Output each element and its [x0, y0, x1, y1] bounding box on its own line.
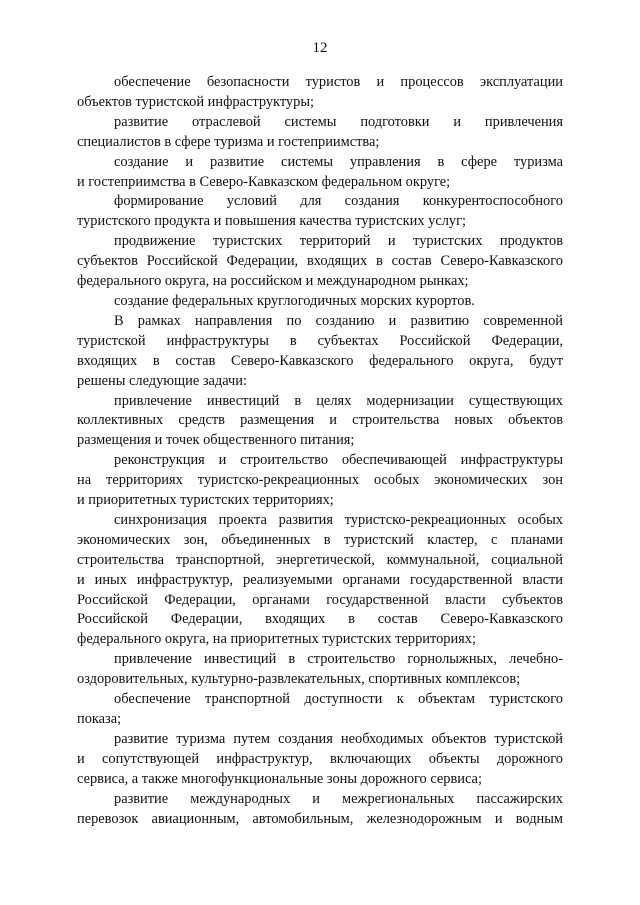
- paragraph: [77, 690, 563, 730]
- text-line: создание федеральных круглогодичных морских курортов.: [114, 292, 475, 309]
- text-line: и сопутствующей инфраструктур, включающих объекты дорожного: [77, 750, 563, 767]
- text-line: коллективных средств размещения и строительства новых объектов: [77, 412, 563, 429]
- text-line: и приоритетных туристских территориях;: [77, 492, 334, 509]
- text-line: реконструкция и строительство обеспечивающей инфраструктуры: [114, 452, 563, 469]
- document-body: [77, 73, 563, 829]
- text-line: перевозок авиационным, автомобильным, железнодорожным и водным: [77, 810, 563, 827]
- text-line: развитие туризма путем создания необходимых объектов туристской: [114, 730, 563, 747]
- paragraph: [77, 451, 563, 511]
- text-line: обеспечение транспортной доступности к объектам туристского: [114, 691, 563, 708]
- text-line: синхронизация проекта развития туристско-рекреационных особых: [114, 511, 563, 528]
- paragraph: [77, 292, 563, 312]
- text-line: сервиса, а также многофункциональные зоны дорожного сервиса;: [77, 770, 482, 787]
- paragraph: [77, 392, 563, 452]
- paragraph: [77, 730, 563, 790]
- paragraph: [77, 73, 563, 113]
- text-line: федерального округа, на российском и международном рынках;: [77, 273, 469, 290]
- paragraph: [77, 790, 563, 830]
- text-line: Российской Федерации, входящих в состав Северо-Кавказского: [77, 611, 563, 628]
- text-line: продвижение туристских территорий и туристских продуктов: [114, 233, 563, 250]
- text-line: оздоровительных, культурно-развлекательных, спортивных комплексов;: [77, 671, 521, 688]
- text-line: туристского продукта и повышения качества туристских услуг;: [77, 213, 467, 230]
- text-line: развитие отраслевой системы подготовки и привлечения: [114, 113, 563, 130]
- text-line: показа;: [77, 711, 122, 727]
- text-line: на территориях туристско-рекреационных особых экономических зон: [77, 472, 563, 489]
- page-number: 12: [312, 40, 328, 56]
- paragraph: [77, 192, 563, 232]
- paragraph: [77, 650, 563, 690]
- text-line: привлечение инвестиций в строительство горнолыжных, лечебно-: [114, 651, 563, 668]
- paragraph: [77, 232, 563, 292]
- paragraph: [77, 153, 563, 193]
- text-line: В рамках направления по созданию и развитию современной: [114, 312, 563, 329]
- paragraph: [77, 511, 563, 650]
- text-line: экономических зон, объединенных в туристский кластер, с планами: [77, 531, 563, 548]
- text-line: решены следующие задачи:: [77, 372, 247, 389]
- text-line: субъектов Российской Федерации, входящих в состав Северо-Кавказского: [77, 253, 563, 270]
- paragraph: [77, 312, 563, 392]
- text-line: специалистов в сфере туризма и гостеприимства;: [77, 133, 380, 150]
- text-line: и гостеприимства в Северо-Кавказском федеральном округе;: [77, 173, 451, 190]
- text-line: развитие международных и межрегиональных пассажирских: [114, 790, 563, 807]
- text-line: входящих в состав Северо-Кавказского федерального округа, будут: [77, 352, 563, 369]
- text-line: размещения и точек общественного питания;: [77, 432, 355, 449]
- text-line: туристской инфраструктуры в субъектах Российской Федерации,: [77, 332, 563, 349]
- text-line: объектов туристской инфраструктуры;: [77, 93, 314, 110]
- text-line: и иных инфраструктур, реализуемыми органами государственной власти: [77, 571, 563, 588]
- text-line: формирование условий для создания конкурентоспособного: [114, 193, 563, 210]
- text-line: строительства транспортной, энергетической, коммунальной, социальной: [77, 551, 563, 568]
- text-line: обеспечение безопасности туристов и процессов эксплуатации: [114, 74, 563, 90]
- text-line: Российской Федерации, органами государственной власти субъектов: [77, 591, 563, 608]
- text-line: привлечение инвестиций в целях модернизации существующих: [114, 392, 563, 409]
- text-line: федерального округа, на приоритетных туристских территориях;: [77, 631, 476, 648]
- text-line: создание и развитие системы управления в сфере туризма: [114, 153, 563, 170]
- paragraph: [77, 113, 563, 153]
